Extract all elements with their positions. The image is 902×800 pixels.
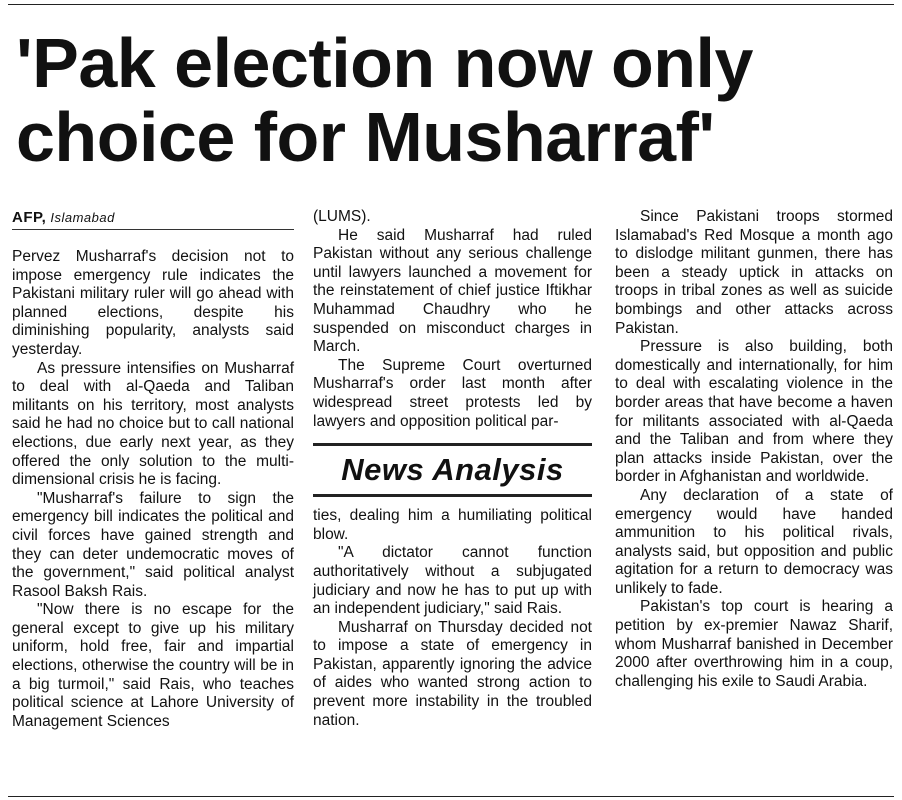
paragraph: Since Pakistani troops stormed Islamabad's Red Mosque a month ago to dislodge militant gunmen, there has been a steady uptick in attacks on troops in tribal zones as well as suicide bombings and other attacks across Pakistan. — [615, 208, 893, 337]
paragraph: Pressure is also building, both domestically and internationally, for him to deal with escalating violence in the border areas that have become a haven for militants associated with al-Qaeda and the Taliban and from where they plan attacks inside Pakistan, over the border in Afghanistan and worldwide. — [615, 338, 893, 486]
headline-line-1: 'Pak election now only — [16, 24, 753, 102]
paragraph: Pervez Musharraf's decision not to impose emergency rule indicates the Pakistani military ruler will go ahead with planned elections, despite his diminishing popularity, analysts said yesterday. — [12, 248, 294, 358]
column-3 — [615, 208, 893, 691]
paragraph: ties, dealing him a humiliating political blow. — [313, 507, 592, 543]
headline-line-2: choice for Musharraf' — [16, 98, 715, 176]
byline-place: Islamabad — [50, 210, 115, 225]
byline-agency: AFP, — [12, 209, 47, 226]
news-analysis-label: News Analysis — [341, 451, 564, 487]
news-analysis-banner — [313, 443, 592, 497]
paragraph: Musharraf on Thursday decided not to impose a state of emergency in Pakistan, apparently ignoring the advice of aides who wanted strong action to prevent more instability in the troubled nation. — [313, 618, 592, 729]
paragraph: Any declaration of a state of emergency would have handed ammunition to his political rivals, analysts said, but opposition and public agitation for a return to democracy was unlikely to fade. — [615, 486, 893, 597]
paragraph: "Musharraf's failure to sign the emergency bill indicates the political and civil forces have gained strength and they can deter undemocratic moves of the government," said political analyst Rasool Baksh Rais. — [12, 489, 294, 600]
paragraph: (LUMS). — [313, 208, 371, 225]
bottom-rule — [8, 796, 894, 797]
paragraph: He said Musharraf had ruled Pakistan without any serious challenge until lawyers launched a movement for the reinstatement of chief justice Iftikhar Muhammad Chaudhry who he suspended on misconduct charges in March. — [313, 226, 592, 356]
byline — [12, 208, 294, 230]
paragraph: As pressure intensifies on Musharraf to deal with al-Qaeda and Taliban militants on his territory, most analysts said he had no choice but to call national elections, due early next year, as they offered the only solution to the multi-dimensional crisis he is facing. — [12, 359, 294, 489]
paragraph: "A dictator cannot function authoritatively without a subjugated judiciary and now he has to put up with an independent judiciary," said Rais. — [313, 544, 592, 618]
paragraph: The Supreme Court overturned Musharraf's order last month after widespread street protests led by lawyers and opposition political par- — [313, 356, 592, 430]
column-1 — [12, 208, 294, 731]
column-2 — [313, 208, 592, 730]
headline — [16, 26, 896, 174]
paragraph: Pakistan's top court is hearing a petition by ex-premier Nawaz Sharif, whom Musharraf banished in December 2000 after overthrowing him in a coup, challenging his exile to Saudi Arabia. — [615, 598, 893, 690]
top-rule — [8, 4, 894, 5]
paragraph: "Now there is no escape for the general except to give up his military uniform, hold free, fair and impartial elections, otherwise the country will be in a big turmoil," said Rais, who teaches political science at Lahore University of Management Sciences — [12, 601, 294, 730]
